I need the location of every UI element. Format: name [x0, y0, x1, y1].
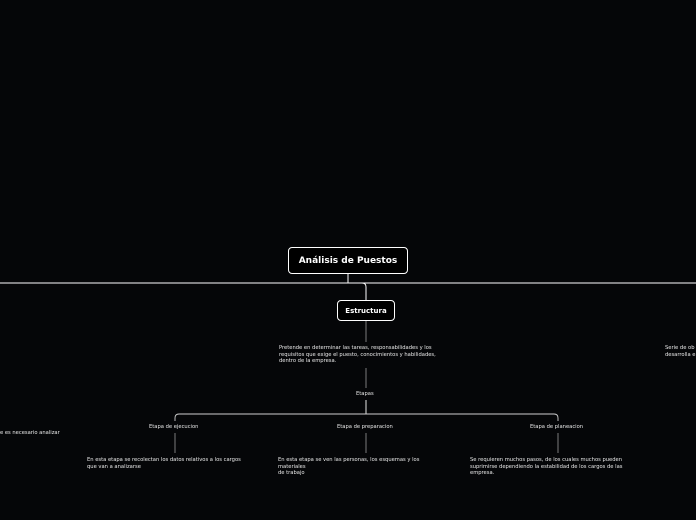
estructura-node[interactable] [337, 300, 395, 321]
left-branch-clipped-text[interactable] [0, 430, 60, 437]
right-branch-line: Serie de ob [665, 345, 695, 351]
structure-description-line: Pretende en determinar las tareas, responsabilidades y los [279, 345, 432, 351]
left-branch-text: e es necesario analizar [0, 430, 60, 436]
stage-description-preparacion[interactable] [278, 457, 419, 477]
stage-description-line: de trabajo [278, 470, 305, 477]
etapas-node[interactable] [356, 391, 374, 398]
structure-description[interactable] [279, 345, 436, 365]
right-branch-line: desarrolla e [665, 351, 696, 358]
connector-stage-bracket [175, 414, 558, 421]
stage-node-ejecucion[interactable] [149, 424, 198, 431]
central-topic-label: Análisis de Puestos [298, 255, 398, 266]
connector-spine-to-estructura [348, 283, 366, 300]
central-topic-node[interactable] [288, 247, 408, 274]
stage-description-line: suprimirse dependiendo la estabilidad de los cargos de las [470, 463, 623, 470]
structure-description-line: requisitos que exige el puesto, conocimientos y habilidades, [279, 351, 436, 358]
structure-description-line: dentro de la empresa. [279, 358, 337, 365]
stage-node-planeacion[interactable] [530, 424, 583, 431]
right-branch-clipped-text[interactable] [665, 345, 696, 358]
stage-description-line: En esta etapa se ven las personas, los esquemas y los [278, 457, 420, 463]
stage-description-line: empresa. [470, 470, 495, 477]
stage-label: Etapa de preparacion [337, 424, 393, 430]
stage-description-ejecucion[interactable] [87, 457, 241, 470]
estructura-label: Estructura [345, 306, 387, 315]
stage-node-preparacion[interactable] [337, 424, 393, 431]
stage-label: Etapa de ejecucion [149, 424, 199, 430]
stage-description-planeacion[interactable] [470, 457, 622, 477]
etapas-label: Etapas [356, 391, 374, 397]
stage-description-line: materiales [278, 463, 306, 470]
stage-description-line: En esta etapa se recolectan los datos relativos a los cargos [87, 457, 241, 463]
stage-description-line: Se requieren muchos pasos, de los cuales muchos pueden [470, 457, 623, 463]
stage-description-line: que van a analizarse [87, 463, 141, 470]
stage-label: Etapa de planeacion [530, 424, 584, 430]
